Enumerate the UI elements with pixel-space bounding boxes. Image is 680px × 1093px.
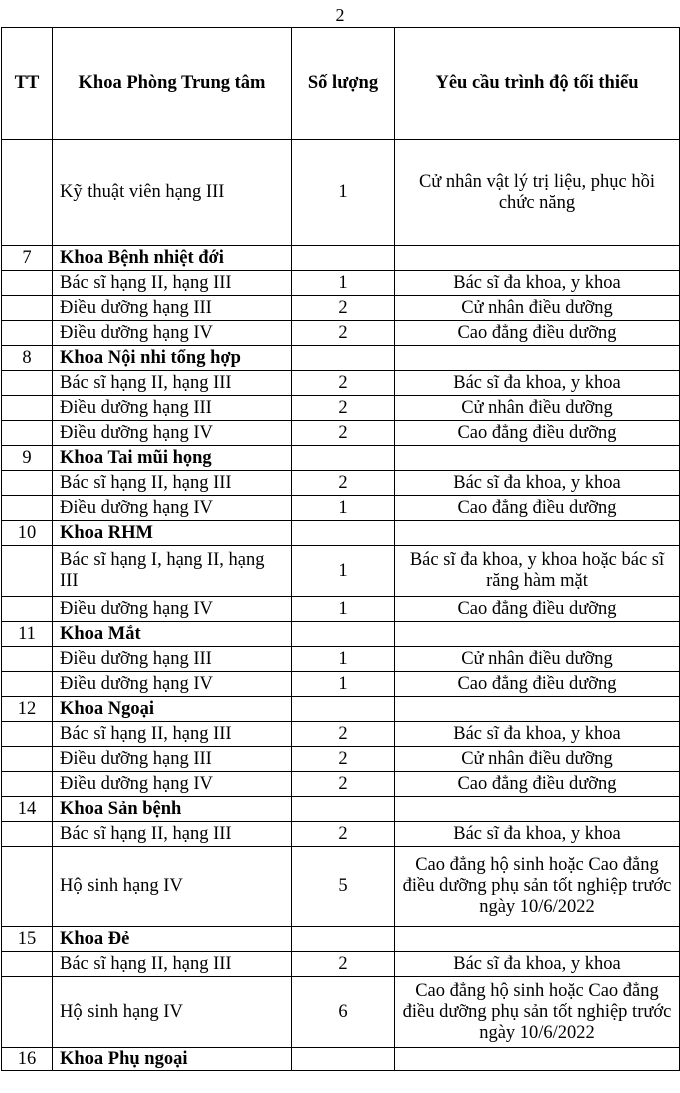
cell-quantity: 2 [292, 747, 395, 772]
cell-tt [2, 396, 53, 421]
cell-position: Bác sĩ hạng II, hạng III [53, 952, 292, 977]
cell-department: Khoa Sản bệnh [53, 797, 292, 822]
cell-tt [2, 747, 53, 772]
cell-tt: 10 [2, 521, 53, 546]
cell-position: Bác sĩ hạng II, hạng III [53, 822, 292, 847]
cell-requirement: Cao đẳng điều dưỡng [395, 421, 680, 446]
cell-requirement: Cao đẳng điều dưỡng [395, 772, 680, 797]
department-row [2, 1048, 680, 1071]
cell-quantity: 2 [292, 421, 395, 446]
cell-quantity [292, 246, 395, 271]
cell-requirement: Bác sĩ đa khoa, y khoa [395, 471, 680, 496]
cell-position: Điều dưỡng hạng IV [53, 496, 292, 521]
cell-tt [2, 140, 53, 246]
cell-quantity [292, 1048, 395, 1071]
table-header-row [2, 28, 680, 140]
cell-tt [2, 371, 53, 396]
cell-quantity: 1 [292, 271, 395, 296]
cell-requirement: Cao đẳng hộ sinh hoặc Cao đẳng điều dưỡng phụ sản tốt nghiệp trước ngày 10/6/2022 [395, 977, 680, 1048]
cell-requirement [395, 246, 680, 271]
department-row [2, 927, 680, 952]
cell-position: Điều dưỡng hạng IV [53, 321, 292, 346]
cell-tt [2, 546, 53, 597]
cell-quantity: 2 [292, 772, 395, 797]
cell-quantity [292, 521, 395, 546]
table-row [2, 722, 680, 747]
cell-requirement [395, 446, 680, 471]
cell-tt: 8 [2, 346, 53, 371]
cell-tt [2, 672, 53, 697]
cell-position: Bác sĩ hạng II, hạng III [53, 471, 292, 496]
table-row [2, 421, 680, 446]
cell-quantity [292, 697, 395, 722]
cell-quantity: 1 [292, 597, 395, 622]
cell-quantity: 2 [292, 822, 395, 847]
cell-tt [2, 321, 53, 346]
cell-position: Điều dưỡng hạng IV [53, 672, 292, 697]
cell-requirement [395, 797, 680, 822]
table-row [2, 371, 680, 396]
cell-quantity: 6 [292, 977, 395, 1048]
table-row [2, 140, 680, 246]
cell-position: Hộ sinh hạng IV [53, 847, 292, 927]
cell-tt [2, 496, 53, 521]
header-tt: TT [2, 28, 53, 140]
cell-tt [2, 822, 53, 847]
page-number: 2 [335, 5, 345, 25]
cell-quantity [292, 927, 395, 952]
cell-quantity: 2 [292, 471, 395, 496]
table-row [2, 847, 680, 927]
cell-position: Điều dưỡng hạng III [53, 396, 292, 421]
cell-quantity: 1 [292, 672, 395, 697]
department-row [2, 246, 680, 271]
cell-quantity: 5 [292, 847, 395, 927]
cell-quantity: 1 [292, 496, 395, 521]
table-row [2, 772, 680, 797]
cell-quantity [292, 622, 395, 647]
cell-department: Khoa Nội nhi tổng hợp [53, 346, 292, 371]
cell-requirement: Cao đẳng hộ sinh hoặc Cao đẳng điều dưỡng phụ sản tốt nghiệp trước ngày 10/6/2022 [395, 847, 680, 927]
cell-quantity: 2 [292, 722, 395, 747]
staffing-table [1, 27, 680, 1071]
cell-position: Điều dưỡng hạng IV [53, 421, 292, 446]
cell-quantity [292, 446, 395, 471]
cell-tt: 16 [2, 1048, 53, 1071]
cell-requirement: Cao đẳng điều dưỡng [395, 672, 680, 697]
cell-tt [2, 977, 53, 1048]
cell-requirement: Bác sĩ đa khoa, y khoa [395, 271, 680, 296]
cell-tt [2, 471, 53, 496]
cell-requirement: Bác sĩ đa khoa, y khoa [395, 952, 680, 977]
cell-quantity [292, 797, 395, 822]
cell-requirement: Cao đẳng điều dưỡng [395, 496, 680, 521]
cell-quantity: 2 [292, 396, 395, 421]
cell-requirement [395, 346, 680, 371]
table-row [2, 822, 680, 847]
cell-position: Điều dưỡng hạng III [53, 747, 292, 772]
cell-tt [2, 421, 53, 446]
cell-requirement: Bác sĩ đa khoa, y khoa [395, 371, 680, 396]
cell-requirement: Cử nhân điều dưỡng [395, 296, 680, 321]
cell-tt: 14 [2, 797, 53, 822]
cell-quantity: 1 [292, 647, 395, 672]
cell-requirement: Bác sĩ đa khoa, y khoa [395, 722, 680, 747]
cell-tt [2, 296, 53, 321]
cell-requirement [395, 1048, 680, 1071]
cell-tt: 12 [2, 697, 53, 722]
header-department: Khoa Phòng Trung tâm [53, 28, 292, 140]
cell-requirement [395, 927, 680, 952]
cell-tt [2, 772, 53, 797]
cell-requirement: Cử nhân vật lý trị liệu, phục hồi chức năng [395, 140, 680, 246]
cell-requirement: Cao đẳng điều dưỡng [395, 597, 680, 622]
cell-requirement: Cử nhân điều dưỡng [395, 647, 680, 672]
cell-tt: 9 [2, 446, 53, 471]
cell-position: Điều dưỡng hạng IV [53, 597, 292, 622]
cell-quantity: 1 [292, 140, 395, 246]
cell-requirement [395, 697, 680, 722]
cell-tt [2, 647, 53, 672]
cell-tt [2, 722, 53, 747]
department-row [2, 697, 680, 722]
cell-requirement: Cao đẳng điều dưỡng [395, 321, 680, 346]
cell-department: Khoa Ngoại [53, 697, 292, 722]
header-requirement: Yêu cầu trình độ tối thiểu [395, 28, 680, 140]
cell-requirement: Cử nhân điều dưỡng [395, 747, 680, 772]
table-row [2, 672, 680, 697]
cell-tt: 15 [2, 927, 53, 952]
cell-requirement: Bác sĩ đa khoa, y khoa hoặc bác sĩ răng hàm mặt [395, 546, 680, 597]
department-row [2, 622, 680, 647]
cell-tt [2, 952, 53, 977]
cell-requirement [395, 521, 680, 546]
cell-requirement: Bác sĩ đa khoa, y khoa [395, 822, 680, 847]
cell-requirement: Cử nhân điều dưỡng [395, 396, 680, 421]
cell-tt: 7 [2, 246, 53, 271]
cell-position: Bác sĩ hạng II, hạng III [53, 722, 292, 747]
cell-quantity: 2 [292, 952, 395, 977]
table-row [2, 597, 680, 622]
cell-quantity: 2 [292, 371, 395, 396]
table-row [2, 546, 680, 597]
cell-department: Khoa Bệnh nhiệt đới [53, 246, 292, 271]
cell-position: Hộ sinh hạng IV [53, 977, 292, 1048]
table-row [2, 471, 680, 496]
cell-quantity [292, 346, 395, 371]
cell-department: Khoa Phụ ngoại [53, 1048, 292, 1071]
table-row [2, 396, 680, 421]
cell-position: Kỹ thuật viên hạng III [53, 140, 292, 246]
table-row [2, 321, 680, 346]
department-row [2, 446, 680, 471]
cell-tt [2, 847, 53, 927]
cell-tt: 11 [2, 622, 53, 647]
cell-position: Bác sĩ hạng II, hạng III [53, 271, 292, 296]
department-row [2, 346, 680, 371]
department-row [2, 521, 680, 546]
cell-department: Khoa Đẻ [53, 927, 292, 952]
cell-position: Điều dưỡng hạng III [53, 647, 292, 672]
cell-position: Bác sĩ hạng I, hạng II, hạng III [53, 546, 292, 597]
cell-position: Điều dưỡng hạng IV [53, 772, 292, 797]
header-quantity: Số lượng [292, 28, 395, 140]
cell-department: Khoa RHM [53, 521, 292, 546]
cell-position: Điều dưỡng hạng III [53, 296, 292, 321]
cell-tt [2, 271, 53, 296]
table-row [2, 271, 680, 296]
cell-tt [2, 597, 53, 622]
cell-quantity: 2 [292, 321, 395, 346]
cell-quantity: 1 [292, 546, 395, 597]
cell-quantity: 2 [292, 296, 395, 321]
department-row [2, 797, 680, 822]
table-row [2, 647, 680, 672]
cell-department: Khoa Mắt [53, 622, 292, 647]
cell-department: Khoa Tai mũi họng [53, 446, 292, 471]
table-row [2, 296, 680, 321]
table-row [2, 977, 680, 1048]
cell-requirement [395, 622, 680, 647]
table-row [2, 747, 680, 772]
table-row [2, 496, 680, 521]
cell-position: Bác sĩ hạng II, hạng III [53, 371, 292, 396]
table-row [2, 952, 680, 977]
